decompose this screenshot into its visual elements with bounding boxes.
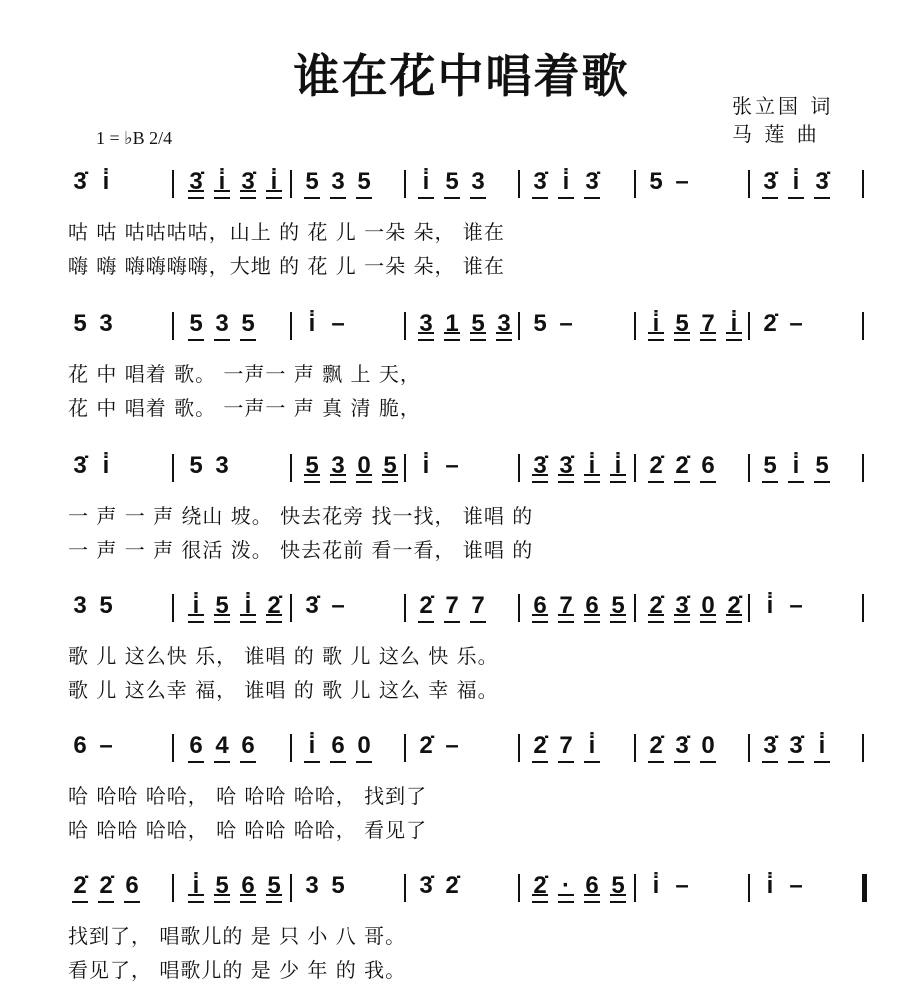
note: 0 <box>701 592 715 619</box>
note: i̇ <box>102 168 110 195</box>
measure <box>188 168 282 196</box>
note: 1 <box>445 310 459 337</box>
note: i̇ <box>266 168 282 196</box>
note: i̇ <box>584 452 600 480</box>
composer-credit: 马 莲 曲 <box>732 122 820 146</box>
note: – <box>675 168 689 195</box>
note: i̇ <box>558 168 574 196</box>
note: 5 <box>267 872 281 899</box>
note: 3̇ <box>763 732 777 759</box>
bar-line <box>634 454 636 482</box>
note: 6 <box>241 872 255 899</box>
note: 3̇ <box>789 732 803 759</box>
note: 6 <box>585 592 599 619</box>
measure <box>762 732 830 760</box>
note: i̇ <box>240 592 256 620</box>
measure <box>762 592 804 620</box>
note: 7 <box>445 592 459 619</box>
note: 2̇ <box>675 452 689 479</box>
bar-line <box>518 874 520 902</box>
bar-line <box>290 454 292 482</box>
key-signature: 1 = ♭B 2/4 <box>96 128 173 148</box>
note: – <box>445 452 459 479</box>
note: 5 <box>189 310 203 337</box>
note: · <box>558 872 574 900</box>
note: 3̇ <box>73 168 87 195</box>
bar-line <box>634 594 636 622</box>
note: – <box>675 872 689 899</box>
note: i̇ <box>308 310 316 337</box>
note: 2̇ <box>763 310 777 337</box>
bar-line <box>290 874 292 902</box>
song-title: 谁在花中唱着歌 <box>293 49 630 103</box>
note: 3 <box>73 592 87 619</box>
bar-line <box>290 170 292 198</box>
measure <box>648 732 716 760</box>
lyric-verse-2: 哈 哈哈 哈哈， 哈 哈哈 哈哈， 看见了 <box>68 818 428 842</box>
measure <box>72 732 114 760</box>
measure <box>188 452 230 480</box>
note: 6 <box>125 872 139 899</box>
note: 2̇ <box>267 592 281 619</box>
bar-line <box>290 734 292 762</box>
bar-line <box>172 170 174 198</box>
bar-line <box>404 312 406 340</box>
note: 5 <box>675 310 689 337</box>
note: 6 <box>331 732 345 759</box>
note: 3 <box>471 168 485 195</box>
lyric-verse-1: 花 中 唱着 歌。 一声一 声 飘 上 天， <box>68 362 421 386</box>
note: i̇ <box>726 310 742 338</box>
note: 5 <box>611 872 625 899</box>
note: 6 <box>241 732 255 759</box>
bar-line <box>172 312 174 340</box>
note: – <box>789 310 803 337</box>
note: 7 <box>701 310 715 337</box>
bar-line <box>748 312 750 340</box>
bar-line <box>634 734 636 762</box>
note: – <box>789 592 803 619</box>
bar-line <box>172 874 174 902</box>
lyric-verse-2: 嗨 嗨 嗨嗨嗨嗨，大地 的 花 儿 一朵 朵， 谁在 <box>68 254 505 278</box>
bar-line <box>862 312 864 340</box>
lyric-verse-2: 歌 儿 这么幸 福， 谁唱 的 歌 儿 这么 幸 福。 <box>68 678 499 702</box>
note: 2̇ <box>533 872 547 899</box>
note: i̇ <box>422 452 430 479</box>
note: 6 <box>701 452 715 479</box>
measure <box>762 872 804 900</box>
score-row <box>0 592 923 712</box>
bar-line <box>404 170 406 198</box>
bar-line <box>862 454 864 482</box>
lyricist-credit: 张立国 词 <box>732 94 834 118</box>
note: 3̇ <box>241 168 255 195</box>
note: 5 <box>241 310 255 337</box>
note: 0 <box>701 732 715 759</box>
note: 3̇ <box>73 452 87 479</box>
score-row <box>0 452 923 572</box>
measure <box>304 310 346 338</box>
measure <box>304 452 398 480</box>
bar-line <box>518 454 520 482</box>
measure <box>532 310 574 338</box>
note: 3 <box>331 168 345 195</box>
note: 2̇ <box>649 732 663 759</box>
measure <box>532 452 626 480</box>
measure <box>188 732 256 760</box>
note: 3̇ <box>763 168 777 195</box>
bar-line <box>290 312 292 340</box>
note: 3̇ <box>305 592 319 619</box>
bar-line <box>862 874 867 902</box>
bar-line <box>862 594 864 622</box>
bar-line <box>634 312 636 340</box>
note: 2̇ <box>727 592 741 619</box>
measure <box>72 452 114 480</box>
note: 3 <box>419 310 433 337</box>
note: 3̇ <box>675 732 689 759</box>
note: 6 <box>533 592 547 619</box>
bar-line <box>172 734 174 762</box>
lyric-verse-2: 看见了， 唱歌儿的 是 少 年 的 我。 <box>68 958 407 982</box>
note: 2̇ <box>99 872 113 899</box>
note: 5 <box>815 452 829 479</box>
measure <box>188 592 282 620</box>
measure <box>532 732 600 760</box>
note: – <box>99 732 113 759</box>
lyric-verse-1: 哈 哈哈 哈哈， 哈 哈哈 哈哈， 找到了 <box>68 784 428 808</box>
note: 2̇ <box>445 872 459 899</box>
measure <box>72 592 114 620</box>
note: i̇ <box>648 310 664 338</box>
note: 3̇ <box>815 168 829 195</box>
lyric-verse-1: 咕 咕 咕咕咕咕，山上 的 花 儿 一朵 朵， 谁在 <box>68 220 505 244</box>
lyric-verse-1: 找到了， 唱歌儿的 是 只 小 八 哥。 <box>68 924 407 948</box>
note: 3̇ <box>189 168 203 195</box>
note: 3 <box>215 452 229 479</box>
bar-line <box>404 454 406 482</box>
note: i̇ <box>766 872 774 899</box>
measure <box>304 592 346 620</box>
note: – <box>559 310 573 337</box>
measure <box>418 592 486 620</box>
measure <box>304 168 372 196</box>
note: i̇ <box>418 168 434 196</box>
note: i̇ <box>304 732 320 760</box>
note: 5 <box>99 592 113 619</box>
measure <box>72 168 114 196</box>
note: 3̇ <box>533 452 547 479</box>
bar-line <box>748 170 750 198</box>
note: 5 <box>189 452 203 479</box>
bar-line <box>748 874 750 902</box>
note: 2̇ <box>533 732 547 759</box>
note: i̇ <box>814 732 830 760</box>
note: i̇ <box>214 168 230 196</box>
note: 3 <box>215 310 229 337</box>
note: 2̇ <box>649 452 663 479</box>
measure <box>762 452 830 480</box>
measure <box>418 452 460 480</box>
lyric-verse-2: 一 声 一 声 很活 泼。 快去花前 看一看， 谁唱 的 <box>68 538 534 562</box>
measure <box>188 872 282 900</box>
note: i̇ <box>584 732 600 760</box>
measure <box>188 310 256 338</box>
note: i̇ <box>766 592 774 619</box>
measure <box>762 168 830 196</box>
measure <box>532 168 600 196</box>
note: 3 <box>99 310 113 337</box>
note: 6 <box>189 732 203 759</box>
bar-line <box>634 874 636 902</box>
note: 3̇ <box>419 872 433 899</box>
bar-line <box>518 170 520 198</box>
measure <box>648 872 690 900</box>
note: 7 <box>559 732 573 759</box>
note: 5 <box>305 452 319 479</box>
note: 5 <box>649 168 663 195</box>
note: 6 <box>585 872 599 899</box>
note: 6 <box>73 732 87 759</box>
note: 2̇ <box>419 592 433 619</box>
bar-line <box>518 594 520 622</box>
bar-line <box>748 734 750 762</box>
bar-line <box>290 594 292 622</box>
bar-line <box>862 734 864 762</box>
measure <box>532 872 626 900</box>
measure <box>418 732 460 760</box>
note: 3 <box>305 872 319 899</box>
note: i̇ <box>188 592 204 620</box>
bar-line <box>404 874 406 902</box>
note: 5 <box>331 872 345 899</box>
bar-line <box>518 734 520 762</box>
lyric-verse-2: 花 中 唱着 歌。 一声一 声 真 清 脆， <box>68 396 421 420</box>
measure <box>304 732 372 760</box>
note: – <box>331 310 345 337</box>
note: 3̇ <box>585 168 599 195</box>
note: 5 <box>533 310 547 337</box>
measure <box>72 872 140 900</box>
measure <box>648 168 690 196</box>
score-row <box>0 310 923 430</box>
note: 5 <box>763 452 777 479</box>
note: 3 <box>497 310 511 337</box>
note: 5 <box>215 592 229 619</box>
note: 0 <box>357 732 371 759</box>
note: 2̇ <box>649 592 663 619</box>
bar-line <box>518 312 520 340</box>
bar-line <box>634 170 636 198</box>
score-row <box>0 168 923 288</box>
measure <box>418 310 512 338</box>
note: i̇ <box>788 452 804 480</box>
note: 5 <box>611 592 625 619</box>
note: 0 <box>357 452 371 479</box>
measure <box>418 168 486 196</box>
note: 3̇ <box>533 168 547 195</box>
score-row <box>0 732 923 852</box>
bar-line <box>172 454 174 482</box>
note: i̇ <box>788 168 804 196</box>
measure <box>648 592 742 620</box>
note: i̇ <box>610 452 626 480</box>
measure <box>72 310 114 338</box>
bar-line <box>404 734 406 762</box>
note: – <box>331 592 345 619</box>
lyric-verse-1: 歌 儿 这么快 乐， 谁唱 的 歌 儿 这么 快 乐。 <box>68 644 499 668</box>
note: i̇ <box>652 872 660 899</box>
note: 5 <box>471 310 485 337</box>
measure <box>304 872 346 900</box>
note: 3̇ <box>559 452 573 479</box>
measure <box>648 452 716 480</box>
note: 2̇ <box>73 872 87 899</box>
note: 2̇ <box>419 732 433 759</box>
note: 5 <box>357 168 371 195</box>
note: 5 <box>73 310 87 337</box>
note: 5 <box>445 168 459 195</box>
bar-line <box>748 454 750 482</box>
note: i̇ <box>188 872 204 900</box>
note: – <box>789 872 803 899</box>
measure <box>648 310 742 338</box>
note: 3 <box>331 452 345 479</box>
measure <box>762 310 804 338</box>
bar-line <box>172 594 174 622</box>
note: 4 <box>215 732 229 759</box>
measure <box>532 592 626 620</box>
note: 3̇ <box>675 592 689 619</box>
note: – <box>445 732 459 759</box>
note: 7 <box>471 592 485 619</box>
note: 5 <box>215 872 229 899</box>
note: 5 <box>305 168 319 195</box>
lyric-verse-1: 一 声 一 声 绕山 坡。 快去花旁 找一找， 谁唱 的 <box>68 504 534 528</box>
note: i̇ <box>102 452 110 479</box>
score-row <box>0 872 923 992</box>
note: 7 <box>559 592 573 619</box>
bar-line <box>862 170 864 198</box>
bar-line <box>404 594 406 622</box>
measure <box>418 872 460 900</box>
note: 5 <box>383 452 397 479</box>
bar-line <box>748 594 750 622</box>
